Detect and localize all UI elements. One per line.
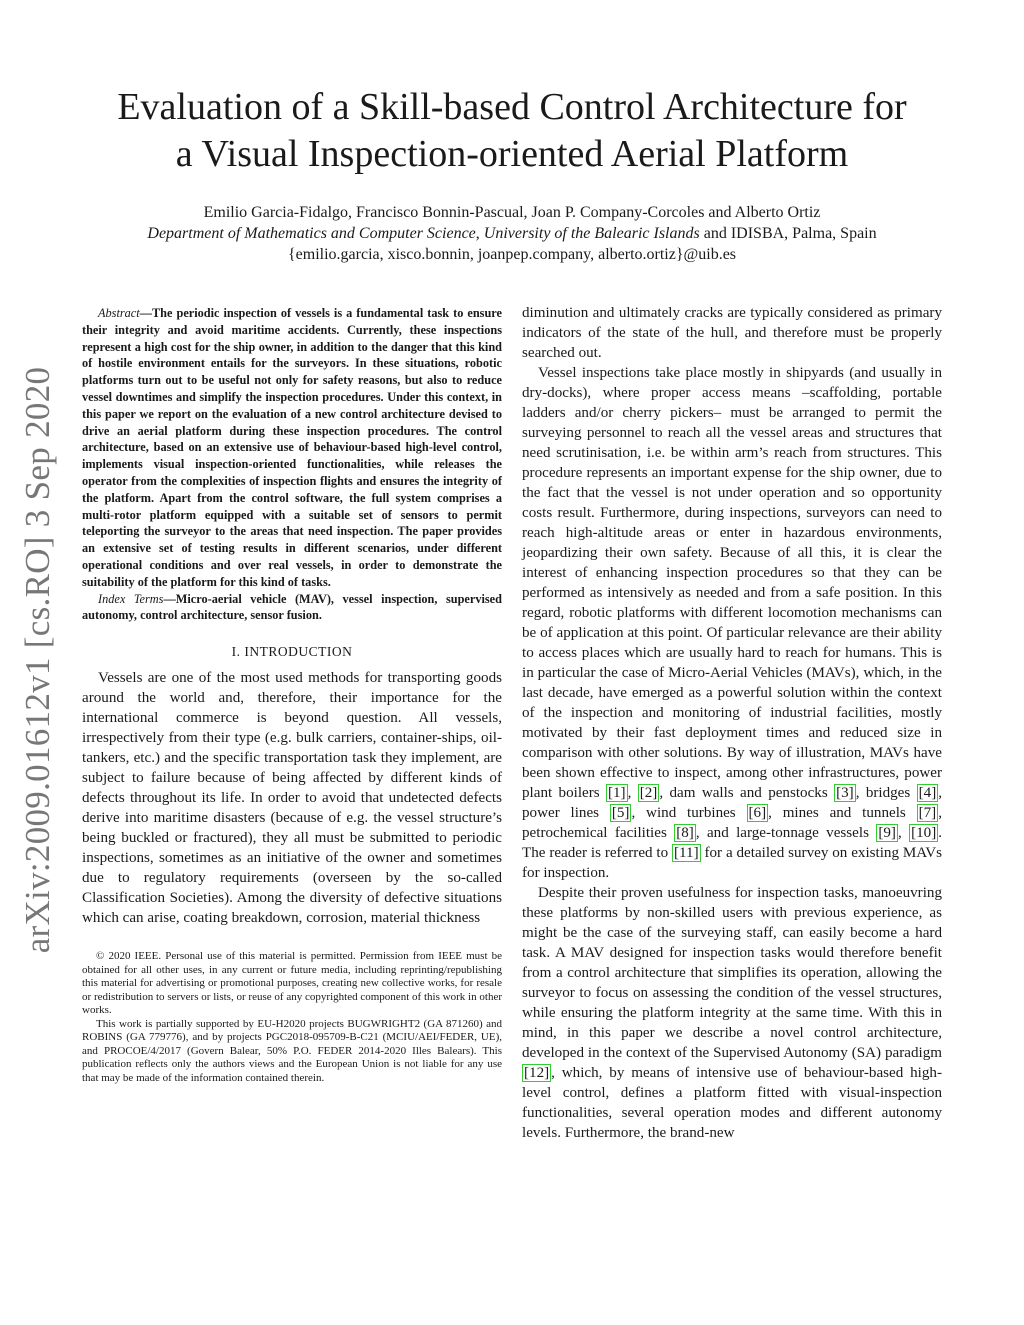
right-column xyxy=(522,303,942,1143)
affiliation-separator: , xyxy=(475,225,484,242)
index-terms xyxy=(82,591,502,625)
paragraph-text: , xyxy=(627,785,638,801)
left-column xyxy=(82,305,502,1085)
arxiv-identifier: arXiv:2009.01612v1 [cs.RO] 3 Sep 2020 xyxy=(18,366,57,954)
paragraph-text: , bridges xyxy=(855,785,917,801)
index-terms-label: Index Terms xyxy=(98,591,164,606)
citation-link[interactable]: [2] xyxy=(639,785,658,801)
citation-link[interactable]: [9] xyxy=(878,825,896,841)
author-emails: {emilio.garcia, xisco.bonnin, joanpep.company, alberto.ortiz}@uib.es xyxy=(287,246,737,263)
title-line-1: Evaluation of a Skill-based Control Architecture for xyxy=(117,86,907,128)
affiliation-rest: and IDISBA, Palma, Spain xyxy=(699,225,877,242)
citation-link[interactable]: [6] xyxy=(748,805,767,821)
university: University of the Balearic Islands xyxy=(483,225,700,242)
citation-link[interactable]: [1] xyxy=(607,785,626,801)
arxiv-sidebar xyxy=(8,360,68,960)
paragraph-text: . The reader is referred to xyxy=(522,825,943,861)
title-line-2: a Visual Inspection-oriented Aerial Platform xyxy=(175,133,849,175)
paragraph-text: Vessel inspections take place mostly in shipyards (and usually in dry-docks), where proper access means –scaffolding, portable ladders and/or cherry pickers– must be arranged to permit the surveying personnel to reach all the vessel areas and structures that need scrutinisation, i.e. be within arm’s reach from structures. This procedure represents an important expense for the ship owner, due to the fact that the vessel is not under operation and so opportunity costs result. Furthermore, during inspections, surveyors can need to reach high-altitude areas or enter in hazardous environments, jeopardizing their own safety. Because of all this, it is clear the interest of enhancing inspection procedures so that they can be performed as intensively as needed and from a safe position. In this regard, robotic platforms with different locomotion mechanisms can be of application at this point. Of particular relevance are their ability to access places which are usually hard to reach for humans. This is in particular the case of Micro-Aerial Vehicles (MAVs), which, in the last decade, have emerged as a powerful solution within the context of the inspection and monitoring of industrial facilities, mostly motivated by their fast deployment times and reduced size in comparison with other solutions. By way of illustration, MAVs have been shown effective to inspect, among other infrastructures, power plant boilers xyxy=(522,365,942,801)
funding-footnote: This work is partially supported by EU-H2020 projects BUGWRIGHT2 (GA 871260) and ROBINS (GA 779776), and by projects PGC2018-095709-B-C21 (MCIU/AEI/FEDER, UE), and PROCOE/4/2017 (Govern Balear, 50% P.O. FEDER 2014-2020 Illes Balears). This publication reflects only the authors views and the European Union is not liable for any use that may be made of the information contained therein. xyxy=(82,1017,502,1084)
citation-link[interactable]: [3] xyxy=(836,785,854,801)
paragraph-text: , which, by means of intensive use of behaviour-based high-level control, defines a platform fitted with visual-inspection functionalities, several operation modes and different autonomy levels. Furthermore, the brand-new xyxy=(522,1065,942,1141)
index-terms-text: —Micro-aerial vehicle (MAV), vessel inspection, supervised autonomy, control architecture, sensor fusion. xyxy=(82,591,502,623)
author-block xyxy=(60,202,964,265)
copyright-footnote: © 2020 IEEE. Personal use of this material is permitted. Permission from IEEE must be obtained for all other uses, in any current or future media, including reprinting/republishing this material for advertising or promotional purposes, creating new collective works, for resale or redistribution to servers or lists, or reuse of any copyrighted component of this work in other works. xyxy=(82,950,502,1017)
citation-link[interactable]: [5] xyxy=(611,805,630,821)
paper-title xyxy=(60,84,964,178)
citation-link[interactable]: [10] xyxy=(911,825,937,841)
paragraph-text: , xyxy=(897,825,910,841)
section-heading-introduction: I. INTRODUCTION xyxy=(231,644,353,660)
right-paragraph-1: diminution and ultimately cracks are typically considered as primary indicators of the state of the hull, and therefore must be properly searched out. xyxy=(522,305,942,361)
author-names: Emilio Garcia-Fidalgo, Francisco Bonnin-Pascual, Joan P. Company-Corcoles and Alberto Ortiz xyxy=(203,204,821,221)
abstract-label: Abstract xyxy=(98,306,140,320)
paragraph-text: , petrochemical facilities xyxy=(522,805,942,841)
citation-link[interactable]: [7] xyxy=(918,805,937,821)
abstract-text: —The periodic inspection of vessels is a fundamental task to ensure their integrity and avoid maritime accidents. Currently, these inspections represent a high cost for the ship owner, in addition to the danger that this kind of hostile environment entails for the surveyors. In these situations, robotic platforms turn out to be useful not only for safety reasons, but also to reduce vessel downtimes and simplify the inspection procedures. Under this context, in this paper we report on the evaluation of a new control architecture devised to drive an aerial platform during these inspection procedures. The control architecture, based on an extensive use of behaviour-based high-level control, implements visual inspection-oriented functionalities, while releases the operator from the complexities of inspection flights and ensures the integrity of the platform. Apart from the control software, the full system comprises a multi-rotor platform equipped with a suitable set of sensors to permit teleporting the surveyor to the areas that need inspection. The paper provides an extensive set of testing results in different scenarios, under different operational conditions and over real vessels, in order to demonstrate the suitability of the platform for this kind of tasks. xyxy=(82,306,502,589)
paragraph-text: for a detailed survey on existing MAVs for inspection. xyxy=(522,845,942,881)
citation-link[interactable]: [4] xyxy=(918,785,937,801)
footnotes xyxy=(82,950,502,1085)
paragraph-text: , power lines xyxy=(522,785,943,821)
paragraph-text: , and large-tonnage vessels xyxy=(695,825,877,841)
paragraph-text: , dam walls and penstocks xyxy=(659,785,835,801)
citation-link[interactable]: [11] xyxy=(674,845,699,861)
right-paragraph-3 xyxy=(522,883,942,1143)
paragraph-text: Despite their proven usefulness for inspection tasks, manoeuvring these platforms by non-skilled users with previous experience, as might be the case of the surveying staff, can easily become a hard task. A MAV designed for inspection tasks would therefore benefit from a control architecture that simplifies its operation, allowing the surveyor to focus on assessing the condition of the vessel structures, while ensuring the platform integrity at the same time. With this in mind, in this paper we describe a novel control architecture, developed in the context of the Supervised Autonomy (SA) paradigm xyxy=(522,885,942,1061)
abstract xyxy=(82,305,502,591)
department: Department of Mathematics and Computer Science xyxy=(147,225,476,242)
paragraph-text: , wind turbines xyxy=(631,805,747,821)
intro-paragraph-1: Vessels are one of the most used methods for transporting goods around the world and, therefore, their importance for the international commerce is beyond question. All vessels, irrespectively from their type (e.g. bulk carriers, container-ships, oil-tankers, etc.) and the specific transportation task they implement, are subject to failure because of being affected by different kinds of defects throughout its life. In order to avoid that undetected defects derive into maritime disasters (because of e.g. the vessel structure’s being buckled or fractured), they all must be submitted to periodic inspections, sometimes as an initiative of the owner and sometimes due to regulatory requirements (overseen by the so-called Classification Societies). Among the diversity of defective situations which can arise, coating breakdown, corrosion, material thickness xyxy=(82,670,502,927)
citation-link[interactable]: [8] xyxy=(676,825,694,841)
right-paragraph-2 xyxy=(522,363,942,883)
affiliation xyxy=(60,223,964,244)
citation-link[interactable]: [12] xyxy=(524,1065,550,1081)
paragraph-text: , mines and tunnels xyxy=(768,805,917,821)
